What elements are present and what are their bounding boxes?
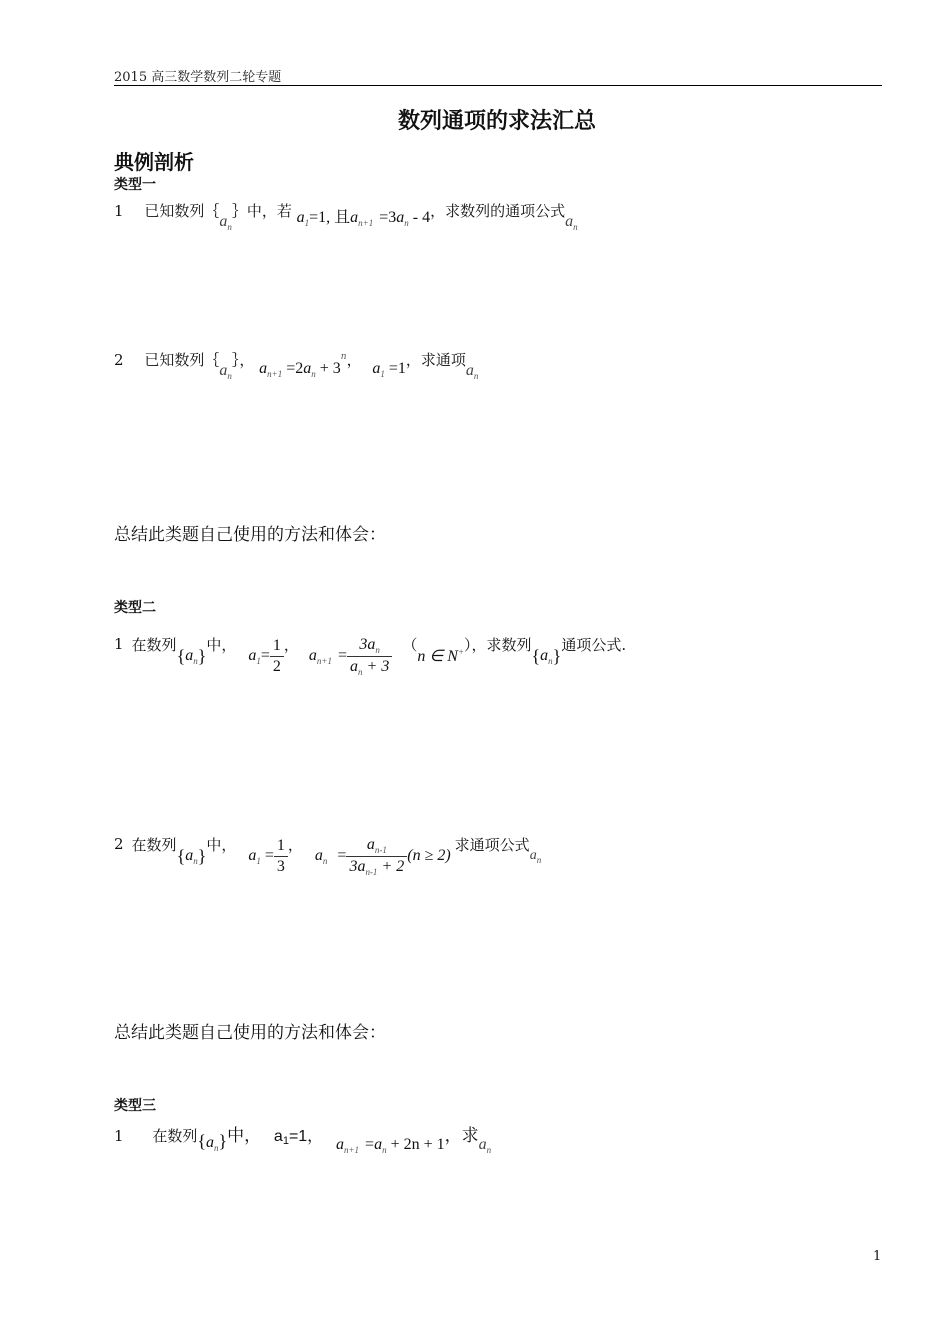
question-number: 1 — [114, 1127, 124, 1145]
type1-question-1: 1 已知数列$\{a_n\}$中，若 $a_1=1$, 且$a_{n+1} =3a_n - 4$，求数列的通项公式$a_n$ — [114, 202, 578, 232]
question-number: 2 — [114, 351, 124, 369]
type1-question-2: 2 已知数列$\{a_n\}$， $a_{n+1} =2a_n + 3^n$， $a_1 =1$，求通项$a_n$ — [114, 351, 479, 381]
fraction-a1: $\frac{1}{3}$ — [274, 836, 288, 877]
page-title: 数列通项的求法汇总 — [397, 109, 596, 134]
type2-label: 类型二 — [114, 600, 156, 616]
fraction-recurrence: $\frac{a_{n-1}}{3a_{n-1} + 2}$ — [346, 835, 407, 878]
question-number: 1 — [114, 635, 124, 653]
page-number: 1 — [873, 1249, 882, 1264]
summary-prompt-2: 总结此类题自己使用的方法和体会： — [114, 1023, 386, 1043]
header-title: 2015 高三数学数列二轮专题 — [114, 70, 282, 85]
type3-label: 类型三 — [114, 1098, 156, 1114]
header-divider — [114, 85, 882, 86]
fraction-recurrence: $\frac{3a_n}{a_n + 3}$ — [347, 635, 392, 678]
question-number: 2 — [114, 835, 124, 853]
type1-label: 类型一 — [114, 177, 156, 193]
summary-prompt-1: 总结此类题自己使用的方法和体会： — [114, 525, 386, 545]
section-heading: 典例剖析 — [114, 150, 194, 174]
question-number: 1 — [114, 202, 124, 220]
fraction-a1: $\frac{1}{2}$ — [270, 636, 284, 677]
type2-question-1: 1 在数列 { $a_n$ } 中， $a_1$ = $\frac{1}{2}$ ， $a_{n+1}$ = $\frac{3a_n}{a_n + 3}$ （ n ∈ N+ ），求数列 { $a_n$ } 通项公式. — [114, 635, 627, 677]
type3-question-1: 1 在数列$\{a_n\}$中， a1=1， $a_{n+1} =a_n + 2n + 1$，求$a_n$ — [114, 1126, 492, 1155]
type2-question-2: 2 在数列 { $a_n$ } 中， $a_1$ = $\frac{1}{3}$ ， $a_n$ = $\frac{a_{n-1}}{3a_{n-1} + 2}$ (n ≥ 2) 求通项公式 $a_n$ — [114, 835, 542, 877]
